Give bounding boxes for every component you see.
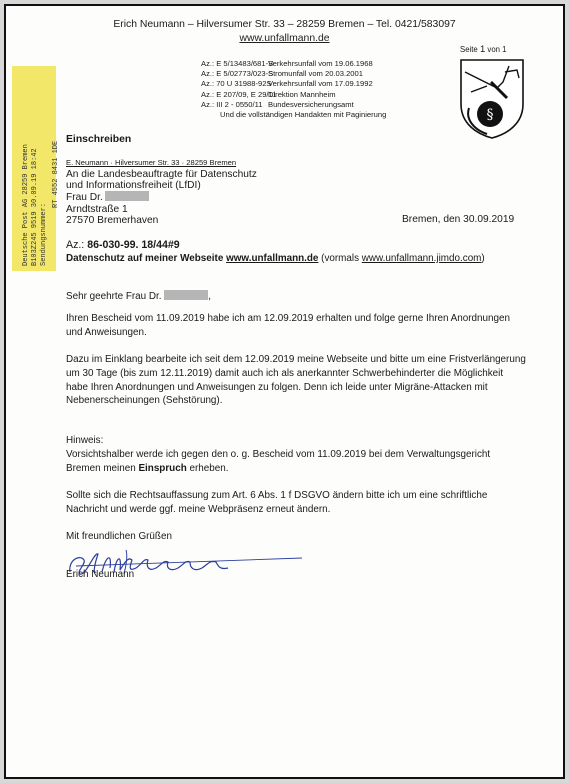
letterhead: Erich Neumann – Hilversumer Str. 33 – 28259 Bremen – Tel. 0421/583097 [113,19,456,30]
paragraph-2: Dazu im Einklang bearbeite ich seit dem 12.09.2019 meine Webseite und bitte um eine Fristverlängerung um 30 Tage (bis zum 12.11.2019) damit auch ich als anerkannter Schwerbehinderter die Möglichkeit habe Ihren Anordnungen und Anweisungen zu folgen. Denn ich leide unter Migräne-Attacken mit Nebenerscheinungen (Sehstörung). [66,354,526,407]
letterhead-url[interactable]: www.unfallmann.de [239,33,330,44]
svg-text:§: § [486,107,494,123]
signature-name: Erich Neumann [66,569,135,580]
reference-footnote: Und die vollständigen Handakten mit Paginierung [220,110,387,119]
page-number: Seite 1 von 1 [460,44,507,55]
salutation: Sehr geehrte Frau Dr. , [66,291,212,302]
registered-mail-label: Einschreiben [66,134,132,145]
redaction-block [164,290,208,300]
reference-descriptions: Verkehrsunfall vom 19.06.1968 Stromunfall vom 20.03.2001 Verkehrsunfall vom 17.09.1992 Direktion Mannheim Bundesversicherungsamt [268,59,373,109]
letter-date: Bremen, den 30.09.2019 [402,214,515,225]
case-reference: Az.: 86-030-99. 18/44#9 [66,239,180,251]
redaction-block [105,191,149,201]
recipient-address: An die Landesbeauftragte für Datenschutz und Informationsfreiheit (LfDI) Frau Dr. Arndtstraße 1 27570 Bremerhaven [66,169,257,226]
paragraph-3: Sollte sich die Rechtsauffassung zum Art. 6 Abs. 1 f DSGVO ändern bitte ich um eine schriftliche Nachricht und werde ggf. meine Webpräsenz erneut ändern. [66,490,488,515]
closing: Mit freundlichen Grüßen [66,531,172,542]
letter-subject: Datenschutz auf meiner Webseite www.unfallmann.de (vormals www.unfallmann.jimdo.com) [66,253,485,264]
hinweis-text: Vorsichtshalber werde ich gegen den o. g. Bescheid vom 11.09.2019 bei dem Verwaltungsgericht Bremen meinen Einspruch erheben. [66,449,491,474]
reference-numbers: Az.: E 5/13483/681-S Az.: E 5/02773/023-S Az.: 70 U 31988-92S Az.: E 207/09, E 29/11 Az.: III 2 - 0550/11 [201,59,277,109]
postage-label-text: Deutsche Post AG 28259 Bremen B103Z245 9519 30.09.19 18:42 Sendungsnummer: RT 4552 8431 1DE [22,140,60,266]
sender-line: E. Neumann · Hilversumer Str. 33 · 28259 Bremen [66,158,237,167]
paragraph-1: Ihren Bescheid vom 11.09.2019 habe ich am 12.09.2019 erhalten und folge gerne Ihren Anordnungen und Anweisungen. [66,313,510,338]
letter-page [4,4,565,779]
hinweis-label: Hinweis: [66,435,104,446]
logo-emblem [457,58,527,140]
